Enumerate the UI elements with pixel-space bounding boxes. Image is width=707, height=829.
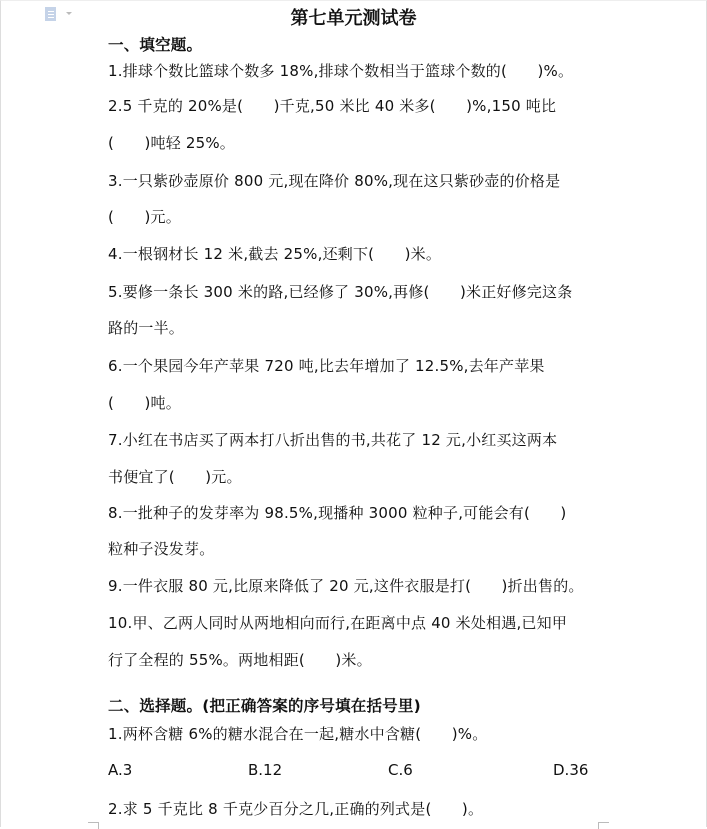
question-line: 路的一半。 (108, 319, 185, 337)
question-line: 5.要修一条长 300 米的路,已经修了 30%,再修( )米正好修完这条 (108, 283, 573, 301)
question-line: ( )吨。 (108, 394, 181, 412)
question-line: 10.甲、乙两人同时从两地相向而行,在距离中点 40 米处相遇,已知甲 (108, 614, 568, 632)
page-title: 第七单元测试卷 (290, 8, 417, 29)
option-a: A.3 (108, 761, 133, 779)
question-line: 6.一个果园今年产苹果 720 吨,比去年增加了 12.5%,去年产苹果 (108, 357, 545, 375)
question-line: 8.一批种子的发芽率为 98.5%,现播种 3000 粒种子,可能会有( ) (108, 504, 567, 522)
question-line: 粒种子没发芽。 (108, 540, 215, 558)
question-line: 行了全程的 55%。两地相距( )米。 (108, 651, 372, 669)
question-line: 1.排球个数比篮球个数多 18%,排球个数相当于篮球个数的( )%。 (108, 62, 574, 80)
question-line: 1.两杯含糖 6%的糖水混合在一起,糖水中含糖( )%。 (108, 725, 488, 743)
question-line: 2.5 千克的 20%是( )千克,50 米比 40 米多( )%,150 吨比 (108, 97, 557, 115)
option-b: B.12 (248, 761, 283, 779)
option-c: C.6 (388, 761, 413, 779)
question-line: 4.一根钢材长 12 米,截去 25%,还剩下( )米。 (108, 245, 442, 263)
question-line: 7.小红在书店买了两本打八折出售的书,共花了 12 元,小红买这两本 (108, 431, 558, 449)
question-line: 2.求 5 千克比 8 千克少百分之几,正确的列式是( )。 (108, 800, 484, 818)
question-line: 书便宜了( )元。 (108, 468, 242, 486)
section2-heading: 二、选择题。(把正确答案的序号填在括号里) (108, 697, 421, 715)
question-line: 9.一件衣服 80 元,比原来降低了 20 元,这件衣服是打( )折出售的。 (108, 577, 584, 595)
question-line: ( )元。 (108, 208, 181, 226)
question-line: ( )吨轻 25%。 (108, 134, 236, 152)
section1-heading: 一、填空题。 (108, 36, 203, 54)
question-line: 3.一只紫砂壶原价 800 元,现在降价 80%,现在这只紫砂壶的价格是 (108, 172, 561, 190)
option-d: D.36 (553, 761, 589, 779)
